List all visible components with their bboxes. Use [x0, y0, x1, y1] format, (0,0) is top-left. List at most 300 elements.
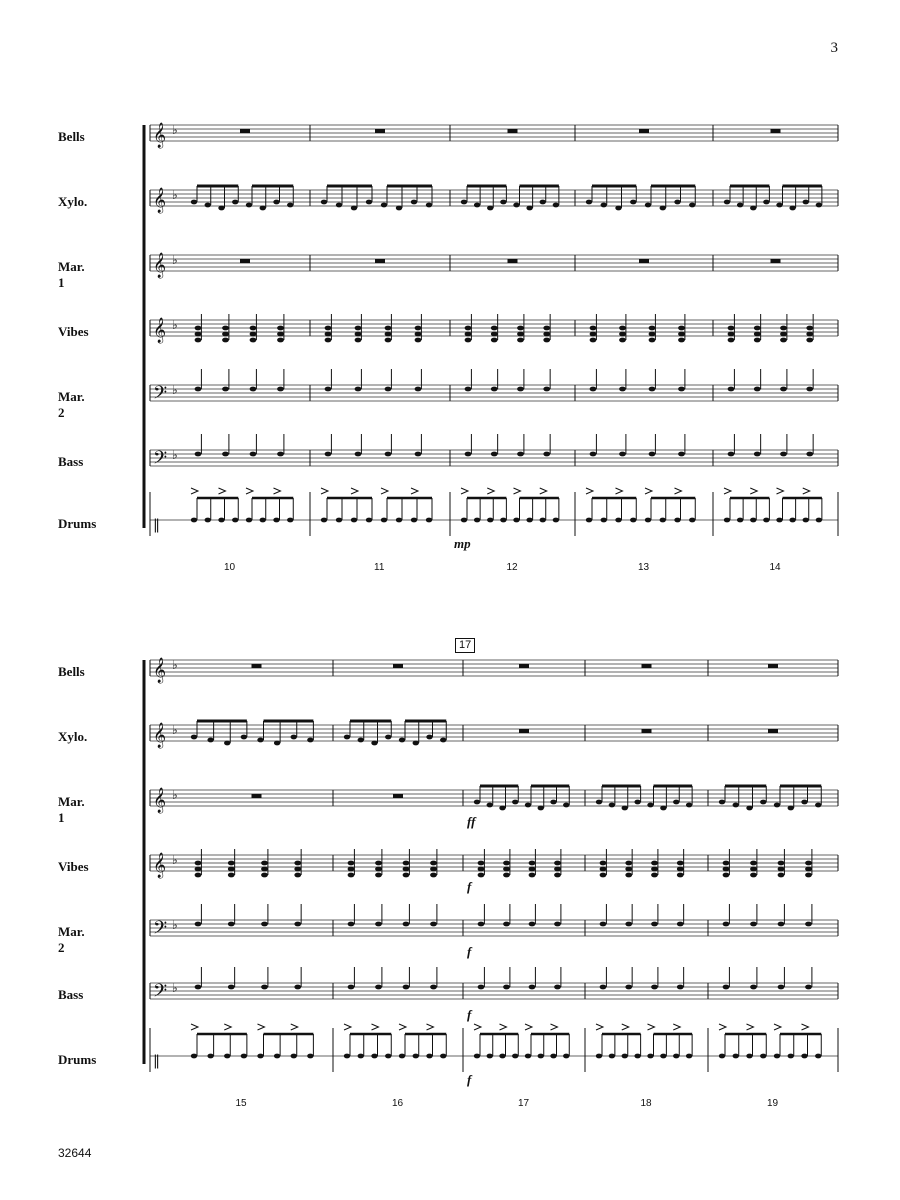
- note-head: [673, 1054, 679, 1059]
- instrument-label: Bass: [58, 987, 84, 1002]
- note-head: [538, 806, 544, 811]
- dynamic-marking: mp: [454, 536, 471, 551]
- treble-clef-icon: 𝄞: [153, 253, 167, 278]
- note-head: [625, 985, 632, 990]
- note-head: [195, 922, 202, 927]
- accent-mark: [258, 1024, 265, 1030]
- measure-content: [252, 794, 262, 798]
- accent-mark: [648, 1024, 655, 1030]
- whole-rest: [642, 729, 652, 733]
- quarter-note: [723, 904, 730, 926]
- whole-rest: [768, 729, 778, 733]
- chord: [750, 849, 757, 877]
- note-head: [778, 861, 785, 866]
- accent-mark: [191, 1024, 198, 1030]
- note-head: [430, 867, 437, 872]
- note-head: [625, 861, 632, 866]
- key-signature-flat-icon: ♭: [172, 981, 178, 995]
- note-head: [195, 873, 202, 878]
- note-head: [403, 861, 410, 866]
- note-head: [554, 867, 561, 872]
- note-head: [805, 861, 812, 866]
- key-signature-flat-icon: ♭: [172, 123, 178, 137]
- note-head: [723, 861, 730, 866]
- note-head: [274, 741, 280, 746]
- accent-mark: [673, 1024, 680, 1030]
- note-head: [261, 985, 268, 990]
- note-head: [207, 738, 213, 743]
- chord: [430, 849, 437, 877]
- note-head: [503, 867, 510, 872]
- chord: [651, 849, 658, 877]
- note-head: [430, 922, 437, 927]
- treble-clef-icon: 𝄞: [153, 788, 167, 813]
- percussion-clef-icon: ‖: [153, 517, 160, 533]
- note-head: [778, 922, 785, 927]
- chord: [503, 849, 510, 877]
- note-head: [228, 922, 235, 927]
- chord: [261, 849, 268, 877]
- quarter-note: [403, 904, 410, 926]
- note-head: [371, 741, 377, 746]
- note-head: [625, 922, 632, 927]
- accent-mark: [372, 1024, 379, 1030]
- note-head: [512, 800, 518, 805]
- note-head: [430, 861, 437, 866]
- note-head: [529, 861, 536, 866]
- quarter-note: [228, 904, 235, 926]
- accent-mark: [525, 1024, 532, 1030]
- measure-content: [252, 664, 262, 668]
- note-head: [371, 1054, 377, 1059]
- measure-content: [478, 967, 561, 989]
- note-head: [503, 873, 510, 878]
- note-head: [788, 806, 794, 811]
- note-head: [651, 861, 658, 866]
- chord: [723, 849, 730, 877]
- note-head: [499, 806, 505, 811]
- note-head: [512, 1054, 518, 1059]
- accent-mark: [551, 1024, 558, 1030]
- instrument-label: Vibes: [58, 859, 89, 874]
- note-head: [719, 800, 725, 805]
- note-head: [487, 803, 493, 808]
- note-head: [660, 806, 666, 811]
- percussion-clef-icon: ‖: [153, 1053, 160, 1069]
- quarter-note: [625, 967, 632, 989]
- note-head: [600, 985, 607, 990]
- chord: [600, 849, 607, 877]
- quarter-note: [600, 904, 607, 926]
- quarter-note: [430, 967, 437, 989]
- note-head: [723, 873, 730, 878]
- note-head: [525, 803, 531, 808]
- key-signature-flat-icon: ♭: [172, 448, 178, 462]
- quarter-note: [554, 967, 561, 989]
- quarter-note: [195, 967, 202, 989]
- quarter-note: [625, 904, 632, 926]
- note-head: [525, 1054, 531, 1059]
- quarter-note: [651, 967, 658, 989]
- note-head: [529, 873, 536, 878]
- instrument-label: Bells: [58, 129, 85, 144]
- note-head: [609, 803, 615, 808]
- measure-content: [600, 967, 684, 989]
- bass-clef-icon: 𝄢: [153, 981, 168, 1006]
- measure-content: [344, 1024, 447, 1058]
- note-head: [625, 873, 632, 878]
- accent-mark: [622, 1024, 629, 1030]
- note-head: [774, 1054, 780, 1059]
- note-head: [478, 985, 485, 990]
- note-head: [805, 873, 812, 878]
- chord: [195, 849, 202, 877]
- note-head: [733, 1054, 739, 1059]
- quarter-note: [677, 904, 684, 926]
- measure-content: [723, 904, 812, 926]
- staff: [150, 657, 838, 683]
- dynamic-marking: ff: [467, 814, 476, 829]
- drum-pattern: [596, 1024, 693, 1058]
- note-head: [294, 861, 301, 866]
- chord: [403, 849, 410, 877]
- chord: [375, 849, 382, 877]
- measure-number: 12: [506, 562, 518, 573]
- quarter-note: [294, 967, 301, 989]
- measure-content: [642, 729, 652, 733]
- note-head: [403, 922, 410, 927]
- note-head: [563, 1054, 569, 1059]
- treble-clef-icon: 𝄞: [153, 188, 167, 213]
- chord: [294, 849, 301, 877]
- note-head: [241, 735, 247, 740]
- dynamic-marking: f: [467, 944, 472, 959]
- note-head: [307, 738, 313, 743]
- whole-rest: [768, 664, 778, 668]
- note-head: [647, 1054, 653, 1059]
- key-signature-flat-icon: ♭: [172, 658, 178, 672]
- quarter-note: [778, 904, 785, 926]
- note-head: [622, 806, 628, 811]
- treble-clef-icon: 𝄞: [153, 853, 167, 878]
- accent-mark: [344, 1024, 351, 1030]
- quarter-note: [375, 904, 382, 926]
- measure-number: 16: [392, 1098, 404, 1109]
- note-head: [257, 738, 263, 743]
- staff: [150, 849, 838, 878]
- note-head: [474, 1054, 480, 1059]
- quarter-note: [805, 904, 812, 926]
- note-head: [487, 1054, 493, 1059]
- note-head: [529, 922, 536, 927]
- note-head: [554, 922, 561, 927]
- key-signature-flat-icon: ♭: [172, 253, 178, 267]
- instrument-label: Mar. 1: [58, 259, 85, 290]
- note-head: [596, 800, 602, 805]
- measure-content: [191, 1024, 314, 1058]
- note-head: [348, 985, 355, 990]
- note-head: [503, 922, 510, 927]
- quarter-note: [348, 967, 355, 989]
- note-head: [375, 861, 382, 866]
- measure-number: 19: [767, 1098, 779, 1109]
- note-head: [274, 1054, 280, 1059]
- note-head: [426, 1054, 432, 1059]
- instrument-label: Drums: [58, 516, 97, 531]
- chord: [625, 849, 632, 877]
- staff: [150, 721, 838, 748]
- note-head: [474, 800, 480, 805]
- note-head: [788, 1054, 794, 1059]
- note-head: [750, 922, 757, 927]
- note-head: [673, 800, 679, 805]
- treble-clef-icon: 𝄞: [153, 723, 167, 748]
- note-head: [596, 1054, 602, 1059]
- note-head: [634, 1054, 640, 1059]
- quarter-note: [375, 967, 382, 989]
- note-head: [778, 873, 785, 878]
- measure-content: [519, 664, 529, 668]
- note-head: [677, 873, 684, 878]
- key-signature-flat-icon: ♭: [172, 188, 178, 202]
- note-head: [413, 1054, 419, 1059]
- chord: [529, 849, 536, 877]
- note-head: [307, 1054, 313, 1059]
- note-head: [430, 985, 437, 990]
- note-head: [651, 922, 658, 927]
- note-head: [778, 867, 785, 872]
- dynamic-marking: f: [467, 1007, 472, 1022]
- note-head: [344, 1054, 350, 1059]
- note-head: [750, 985, 757, 990]
- quarter-note: [403, 967, 410, 989]
- note-head: [801, 800, 807, 805]
- accent-mark: [224, 1024, 231, 1030]
- drum-pattern: [344, 1024, 447, 1058]
- note-head: [723, 985, 730, 990]
- chord: [478, 849, 485, 877]
- measure-content: [393, 794, 403, 798]
- quarter-note: [478, 967, 485, 989]
- note-head: [358, 738, 364, 743]
- note-head: [600, 867, 607, 872]
- note-head: [503, 861, 510, 866]
- note-head: [750, 873, 757, 878]
- note-head: [478, 861, 485, 866]
- note-head: [195, 867, 202, 872]
- note-head: [399, 738, 405, 743]
- instrument-label: Bass: [58, 454, 84, 469]
- instrument-label: Drums: [58, 1052, 97, 1067]
- note-head: [261, 861, 268, 866]
- note-head: [261, 873, 268, 878]
- note-head: [778, 985, 785, 990]
- key-signature-flat-icon: ♭: [172, 318, 178, 332]
- note-head: [647, 803, 653, 808]
- measure-content: [393, 664, 403, 668]
- whole-rest: [519, 729, 529, 733]
- note-head: [403, 985, 410, 990]
- note-head: [554, 873, 561, 878]
- note-head: [261, 867, 268, 872]
- measure-content: [768, 729, 778, 733]
- key-signature-flat-icon: ♭: [172, 723, 178, 737]
- accent-mark: [774, 1024, 781, 1030]
- note-head: [440, 738, 446, 743]
- note-head: [294, 985, 301, 990]
- quarter-note: [478, 904, 485, 926]
- note-head: [503, 985, 510, 990]
- catalog-number: 32644: [58, 1146, 92, 1160]
- note-head: [805, 867, 812, 872]
- note-head: [600, 922, 607, 927]
- note-head: [294, 922, 301, 927]
- note-head: [399, 1054, 405, 1059]
- quarter-note: [805, 967, 812, 989]
- note-head: [385, 1054, 391, 1059]
- accent-mark: [427, 1024, 434, 1030]
- quarter-note: [750, 967, 757, 989]
- note-head: [529, 867, 536, 872]
- note-head: [195, 985, 202, 990]
- measure-number: 11: [374, 562, 385, 573]
- measure-content: [478, 904, 561, 926]
- measure-content: [768, 664, 778, 668]
- quarter-note: [554, 904, 561, 926]
- measure-number: 14: [769, 562, 781, 573]
- note-head: [375, 985, 382, 990]
- measure-content: [348, 967, 437, 989]
- note-head: [815, 1054, 821, 1059]
- measure-content: [723, 967, 812, 989]
- note-head: [191, 735, 197, 740]
- treble-clef-icon: 𝄞: [153, 123, 167, 148]
- note-head: [344, 735, 350, 740]
- measure-content: [195, 967, 302, 989]
- note-head: [750, 867, 757, 872]
- note-head: [207, 1054, 213, 1059]
- note-head: [733, 803, 739, 808]
- measure-content: [348, 904, 437, 926]
- note-head: [550, 1054, 556, 1059]
- bass-clef-icon: 𝄢: [153, 918, 168, 943]
- note-head: [294, 873, 301, 878]
- drum-pattern: [474, 1024, 570, 1058]
- note-head: [261, 922, 268, 927]
- whole-rest: [252, 794, 262, 798]
- note-head: [228, 985, 235, 990]
- chord: [228, 849, 235, 877]
- whole-rest: [393, 794, 403, 798]
- note-head: [563, 803, 569, 808]
- note-head: [430, 873, 437, 878]
- quarter-note: [677, 967, 684, 989]
- key-signature-flat-icon: ♭: [172, 383, 178, 397]
- note-head: [348, 867, 355, 872]
- quarter-note: [348, 904, 355, 926]
- note-head: [440, 1054, 446, 1059]
- measure-content: [195, 904, 302, 926]
- chord: [348, 849, 355, 877]
- quarter-note: [261, 967, 268, 989]
- note-head: [195, 861, 202, 866]
- note-head: [426, 735, 432, 740]
- note-head: [554, 861, 561, 866]
- rehearsal-mark: 17: [455, 638, 475, 653]
- note-head: [228, 873, 235, 878]
- measure-content: [642, 664, 652, 668]
- note-head: [403, 867, 410, 872]
- note-head: [241, 1054, 247, 1059]
- measure-number: 18: [640, 1098, 652, 1109]
- staff: [150, 904, 838, 943]
- accent-mark: [596, 1024, 603, 1030]
- chord: [554, 849, 561, 877]
- measure-number: 10: [224, 562, 236, 573]
- note-head: [750, 861, 757, 866]
- quarter-note: [600, 967, 607, 989]
- note-head: [609, 1054, 615, 1059]
- note-head: [815, 803, 821, 808]
- note-head: [760, 1054, 766, 1059]
- note-head: [686, 1054, 692, 1059]
- note-head: [294, 867, 301, 872]
- note-head: [554, 985, 561, 990]
- note-head: [805, 922, 812, 927]
- note-head: [375, 867, 382, 872]
- note-head: [291, 735, 297, 740]
- note-head: [651, 867, 658, 872]
- note-head: [375, 873, 382, 878]
- page-number: 3: [830, 40, 838, 56]
- drum-pattern: [719, 1024, 822, 1058]
- note-head: [760, 800, 766, 805]
- note-head: [375, 922, 382, 927]
- note-head: [224, 741, 230, 746]
- accent-mark: [719, 1024, 726, 1030]
- note-head: [746, 1054, 752, 1059]
- note-head: [499, 1054, 505, 1059]
- note-head: [600, 861, 607, 866]
- measure-content: [596, 1024, 693, 1058]
- quarter-note: [651, 904, 658, 926]
- bass-clef-icon: 𝄢: [153, 383, 168, 408]
- quarter-note: [778, 967, 785, 989]
- note-head: [719, 1054, 725, 1059]
- quarter-note: [430, 904, 437, 926]
- drum-pattern: [191, 1024, 314, 1058]
- chord: [778, 849, 785, 877]
- dynamic-marking: f: [467, 1072, 472, 1087]
- note-head: [224, 1054, 230, 1059]
- key-signature-flat-icon: ♭: [172, 788, 178, 802]
- note-head: [677, 861, 684, 866]
- note-head: [622, 1054, 628, 1059]
- note-head: [348, 861, 355, 866]
- whole-rest: [252, 664, 262, 668]
- note-head: [723, 867, 730, 872]
- quarter-note: [723, 967, 730, 989]
- accent-mark: [474, 1024, 481, 1030]
- note-head: [529, 985, 536, 990]
- note-head: [801, 1054, 807, 1059]
- whole-rest: [393, 664, 403, 668]
- note-head: [358, 1054, 364, 1059]
- quarter-note: [294, 904, 301, 926]
- measure-content: [474, 1024, 570, 1058]
- treble-clef-icon: 𝄞: [153, 318, 167, 343]
- note-head: [625, 867, 632, 872]
